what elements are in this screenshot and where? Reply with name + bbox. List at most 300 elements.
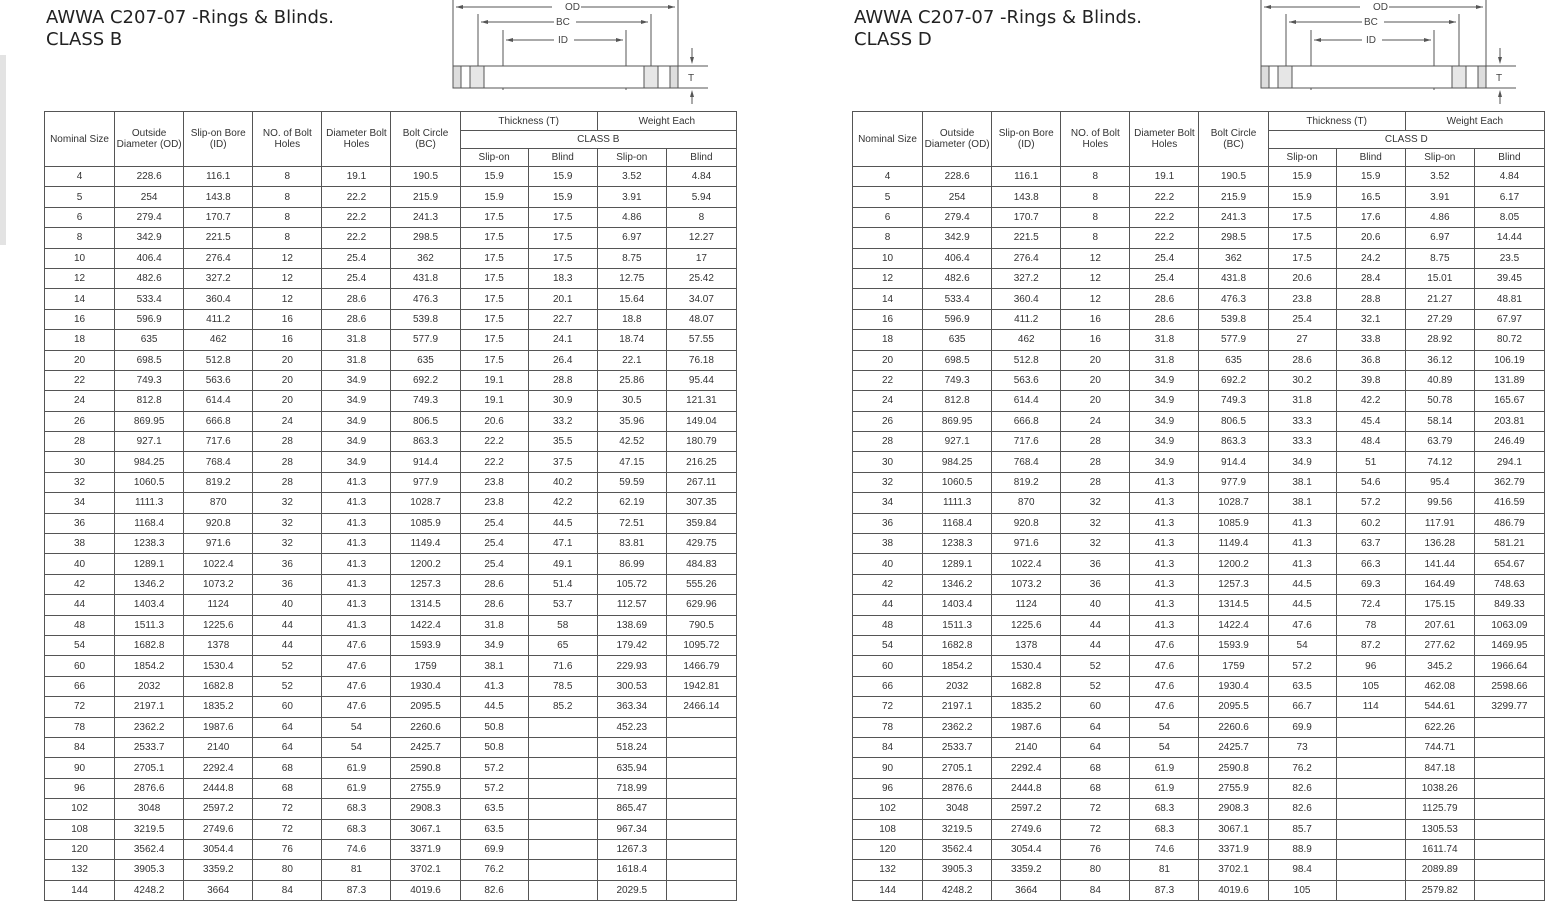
cell-bolt-holes: 8 (253, 228, 322, 248)
table-row (45, 167, 737, 187)
col-nominal-size: Nominal Size (853, 112, 923, 167)
cell-hole-diameter: 34.9 (1130, 432, 1199, 452)
cell-bolt-holes: 28 (1061, 452, 1130, 472)
cell-bolt-circle: 3371.9 (1199, 839, 1268, 859)
cell-bolt-holes: 60 (253, 697, 322, 717)
cell-bolt-holes: 8 (253, 187, 322, 207)
cell-slipon-bore: 2749.6 (184, 819, 253, 839)
cell-weight-slipon: 59.59 (597, 472, 666, 492)
cell-bolt-holes: 72 (253, 819, 322, 839)
table-row (45, 758, 737, 778)
cell-weight-slipon: 25.86 (597, 370, 666, 390)
cell-slipon-bore: 3054.4 (992, 839, 1061, 859)
cell-bolt-circle: 2755.9 (1199, 778, 1268, 798)
cell-outside-diameter: 4248.2 (115, 880, 184, 900)
cell-nominal-size: 144 (853, 880, 923, 900)
cell-weight-blind: 654.67 (1474, 554, 1544, 574)
cell-thickness-blind: 20.1 (528, 289, 597, 309)
cell-nominal-size: 18 (45, 330, 115, 350)
cell-nominal-size: 28 (45, 432, 115, 452)
cell-nominal-size: 108 (45, 819, 115, 839)
col-bolt-circle: Bolt Circle (BC) (391, 112, 460, 167)
cell-thickness-blind: 33.2 (528, 411, 597, 431)
cell-thickness-blind (1336, 778, 1405, 798)
cell-weight-slipon: 2029.5 (597, 880, 666, 900)
cell-weight-blind: 25.42 (666, 268, 736, 288)
cell-slipon-bore: 819.2 (992, 472, 1061, 492)
cell-thickness-slipon: 73 (1268, 737, 1336, 757)
cell-nominal-size: 54 (853, 635, 923, 655)
cell-weight-blind: 14.44 (1474, 228, 1544, 248)
cell-bolt-holes: 12 (253, 289, 322, 309)
cell-weight-slipon: 2579.82 (1405, 880, 1474, 900)
cell-weight-blind: 23.5 (1474, 248, 1544, 268)
cell-thickness-blind: 16.5 (1336, 187, 1405, 207)
table-row (45, 534, 737, 554)
class-d-title-line2: CLASS D (854, 29, 932, 50)
table-row (45, 574, 737, 594)
cell-thickness-slipon: 17.5 (460, 330, 528, 350)
cell-thickness-slipon: 22.2 (460, 452, 528, 472)
cell-outside-diameter: 869.95 (115, 411, 184, 431)
cell-nominal-size: 40 (45, 554, 115, 574)
cell-outside-diameter: 3219.5 (923, 819, 992, 839)
cell-outside-diameter: 2876.6 (115, 778, 184, 798)
table-row (853, 880, 1545, 900)
cell-thickness-slipon: 57.2 (1268, 656, 1336, 676)
cell-weight-blind: 555.26 (666, 574, 736, 594)
cell-nominal-size: 22 (853, 370, 923, 390)
cell-weight-blind (666, 799, 736, 819)
cell-slipon-bore: 360.4 (184, 289, 253, 309)
t-label: T (688, 73, 695, 84)
cell-hole-diameter: 68.3 (322, 799, 391, 819)
cell-slipon-bore: 666.8 (992, 411, 1061, 431)
cell-thickness-slipon: 63.5 (460, 819, 528, 839)
cell-bolt-holes: 8 (253, 167, 322, 187)
cell-bolt-holes: 28 (253, 452, 322, 472)
table-row (853, 187, 1545, 207)
cell-slipon-bore: 2444.8 (992, 778, 1061, 798)
cell-thickness-slipon: 69.9 (1268, 717, 1336, 737)
cell-hole-diameter: 31.8 (1130, 330, 1199, 350)
cell-hole-diameter: 54 (322, 717, 391, 737)
table-row (853, 228, 1545, 248)
cell-slipon-bore: 2749.6 (992, 819, 1061, 839)
cell-weight-blind: 131.89 (1474, 370, 1544, 390)
cell-thickness-slipon: 47.6 (1268, 615, 1336, 635)
cell-slipon-bore: 411.2 (992, 309, 1061, 329)
cell-bolt-circle: 1422.4 (1199, 615, 1268, 635)
table-row (45, 493, 737, 513)
col-thickness: Thickness (T) (460, 112, 597, 131)
cell-bolt-circle: 914.4 (1199, 452, 1268, 472)
table-row (45, 656, 737, 676)
cell-outside-diameter: 228.6 (923, 167, 992, 187)
col-blind-thickness: Blind (528, 149, 597, 167)
cell-thickness-slipon: 34.9 (1268, 452, 1336, 472)
cell-weight-blind: 484.83 (666, 554, 736, 574)
cell-hole-diameter: 28.6 (322, 289, 391, 309)
cell-nominal-size: 10 (45, 248, 115, 268)
col-slipon-thickness: Slip-on (460, 149, 528, 167)
cell-thickness-slipon: 44.5 (460, 697, 528, 717)
cell-weight-blind: 581.21 (1474, 534, 1544, 554)
cell-thickness-slipon: 25.4 (460, 534, 528, 554)
cell-slipon-bore: 1682.8 (184, 676, 253, 696)
cell-nominal-size: 34 (45, 493, 115, 513)
cell-thickness-slipon: 17.5 (460, 248, 528, 268)
cell-outside-diameter: 1403.4 (923, 595, 992, 615)
cell-bolt-holes: 52 (1061, 676, 1130, 696)
table-row (45, 472, 737, 492)
cell-weight-blind: 359.84 (666, 513, 736, 533)
cell-slipon-bore: 614.4 (184, 391, 253, 411)
cell-weight-blind: 4.84 (666, 167, 736, 187)
cell-outside-diameter: 1111.3 (115, 493, 184, 513)
cell-weight-blind (666, 758, 736, 778)
flange-diagram (448, 0, 738, 108)
cell-hole-diameter: 41.3 (1130, 574, 1199, 594)
cell-weight-slipon: 1305.53 (1405, 819, 1474, 839)
cell-slipon-bore: 170.7 (992, 207, 1061, 227)
cell-weight-slipon: 4.86 (597, 207, 666, 227)
cell-slipon-bore: 3664 (184, 880, 253, 900)
cell-thickness-blind (1336, 880, 1405, 900)
cell-bolt-holes: 68 (253, 778, 322, 798)
col-hole-diameter: Diameter Bolt Holes (322, 112, 391, 167)
cell-thickness-blind: 96 (1336, 656, 1405, 676)
table-row (45, 880, 737, 900)
cell-hole-diameter: 19.1 (1130, 167, 1199, 187)
cell-thickness-blind: 53.7 (528, 595, 597, 615)
cell-slipon-bore: 971.6 (184, 534, 253, 554)
cell-thickness-slipon: 19.1 (460, 370, 528, 390)
cell-outside-diameter: 406.4 (923, 248, 992, 268)
cell-nominal-size: 30 (853, 452, 923, 472)
cell-nominal-size: 6 (45, 207, 115, 227)
cell-bolt-circle: 1085.9 (391, 513, 460, 533)
cell-thickness-blind (1336, 737, 1405, 757)
cell-thickness-blind: 28.8 (528, 370, 597, 390)
cell-hole-diameter: 31.8 (322, 330, 391, 350)
cell-weight-blind: 203.81 (1474, 411, 1544, 431)
cell-thickness-blind: 44.5 (528, 513, 597, 533)
cell-weight-slipon: 3.91 (597, 187, 666, 207)
cell-bolt-circle: 3702.1 (1199, 860, 1268, 880)
cell-weight-blind: 629.96 (666, 595, 736, 615)
cell-bolt-holes: 16 (1061, 330, 1130, 350)
cell-thickness-slipon: 69.9 (460, 839, 528, 859)
cell-weight-blind: 3299.77 (1474, 697, 1544, 717)
cell-slipon-bore: 1073.2 (184, 574, 253, 594)
cell-weight-slipon: 72.51 (597, 513, 666, 533)
col-slipon-thickness: Slip-on (1268, 149, 1336, 167)
cell-bolt-circle: 2260.6 (391, 717, 460, 737)
table-row (45, 309, 737, 329)
cell-thickness-blind: 40.2 (528, 472, 597, 492)
cell-weight-slipon: 462.08 (1405, 676, 1474, 696)
cell-slipon-bore: 1022.4 (992, 554, 1061, 574)
cell-outside-diameter: 533.4 (115, 289, 184, 309)
cell-slipon-bore: 1530.4 (184, 656, 253, 676)
cell-outside-diameter: 2876.6 (923, 778, 992, 798)
cell-weight-slipon: 6.97 (597, 228, 666, 248)
cell-thickness-slipon: 63.5 (1268, 676, 1336, 696)
cell-hole-diameter: 34.9 (1130, 411, 1199, 431)
cell-hole-diameter: 61.9 (322, 758, 391, 778)
cell-hole-diameter: 54 (322, 737, 391, 757)
cell-thickness-blind: 48.4 (1336, 432, 1405, 452)
table-row (853, 248, 1545, 268)
cell-weight-blind: 267.11 (666, 472, 736, 492)
cell-slipon-bore: 1378 (992, 635, 1061, 655)
cell-weight-slipon: 99.56 (1405, 493, 1474, 513)
table-row (853, 860, 1545, 880)
cell-nominal-size: 22 (45, 370, 115, 390)
class-b-table-body (45, 167, 737, 901)
cell-bolt-circle: 977.9 (1199, 472, 1268, 492)
cell-thickness-blind: 33.8 (1336, 330, 1405, 350)
cell-slipon-bore: 411.2 (184, 309, 253, 329)
table-row (45, 513, 737, 533)
table-row (45, 717, 737, 737)
cell-weight-slipon: 179.42 (597, 635, 666, 655)
cell-outside-diameter: 254 (923, 187, 992, 207)
cell-bolt-circle: 2908.3 (1199, 799, 1268, 819)
cell-outside-diameter: 254 (115, 187, 184, 207)
cell-hole-diameter: 34.9 (322, 370, 391, 390)
cell-nominal-size: 132 (853, 860, 923, 880)
cell-thickness-slipon: 28.6 (1268, 350, 1336, 370)
cell-bolt-circle: 476.3 (1199, 289, 1268, 309)
cell-slipon-bore: 614.4 (992, 391, 1061, 411)
cell-hole-diameter: 47.6 (1130, 697, 1199, 717)
flange-diagram (1256, 0, 1546, 108)
col-slipon-bore: Slip-on Bore (ID) (184, 112, 253, 167)
table-row (45, 350, 737, 370)
cell-weight-slipon: 21.27 (1405, 289, 1474, 309)
cell-thickness-slipon: 15.9 (1268, 187, 1336, 207)
cell-thickness-blind: 15.9 (528, 187, 597, 207)
cell-hole-diameter: 41.3 (322, 595, 391, 615)
cell-hole-diameter: 87.3 (1130, 880, 1199, 900)
cell-bolt-circle: 190.5 (391, 167, 460, 187)
cell-bolt-circle: 1028.7 (391, 493, 460, 513)
table-row (853, 452, 1545, 472)
cell-outside-diameter: 3905.3 (923, 860, 992, 880)
cell-weight-blind (666, 778, 736, 798)
cell-weight-blind (666, 717, 736, 737)
cell-slipon-bore: 512.8 (184, 350, 253, 370)
cell-weight-slipon: 622.26 (1405, 717, 1474, 737)
cell-weight-slipon: 8.75 (1405, 248, 1474, 268)
cell-slipon-bore: 462 (184, 330, 253, 350)
cell-nominal-size: 44 (45, 595, 115, 615)
table-row (853, 534, 1545, 554)
cell-slipon-bore: 3359.2 (992, 860, 1061, 880)
cell-thickness-slipon: 17.5 (1268, 207, 1336, 227)
cell-thickness-slipon: 50.8 (460, 717, 528, 737)
cell-bolt-holes: 36 (253, 554, 322, 574)
cell-thickness-slipon: 41.3 (1268, 554, 1336, 574)
cell-bolt-holes: 8 (1061, 187, 1130, 207)
cell-thickness-slipon: 23.8 (460, 493, 528, 513)
cell-slipon-bore: 2292.4 (992, 758, 1061, 778)
cell-bolt-circle: 692.2 (391, 370, 460, 390)
cell-hole-diameter: 25.4 (1130, 268, 1199, 288)
cell-weight-slipon: 40.89 (1405, 370, 1474, 390)
cell-weight-slipon: 2089.89 (1405, 860, 1474, 880)
cell-thickness-blind: 32.1 (1336, 309, 1405, 329)
cell-slipon-bore: 1835.2 (992, 697, 1061, 717)
cell-outside-diameter: 1289.1 (923, 554, 992, 574)
table-row (45, 615, 737, 635)
cell-weight-slipon: 58.14 (1405, 411, 1474, 431)
cell-hole-diameter: 61.9 (1130, 758, 1199, 778)
cell-thickness-blind: 36.8 (1336, 350, 1405, 370)
cell-thickness-slipon: 34.9 (460, 635, 528, 655)
cell-bolt-circle: 3067.1 (391, 819, 460, 839)
col-slipon-bore: Slip-on Bore (ID) (992, 112, 1061, 167)
cell-weight-blind (1474, 737, 1544, 757)
cell-thickness-slipon: 19.1 (460, 391, 528, 411)
cell-nominal-size: 6 (853, 207, 923, 227)
col-bolt-holes: NO. of Bolt Holes (253, 112, 322, 167)
cell-slipon-bore: 1987.6 (184, 717, 253, 737)
cell-slipon-bore: 920.8 (184, 513, 253, 533)
col-outside-diameter: Outside Diameter (OD) (923, 112, 992, 167)
table-row (853, 778, 1545, 798)
cell-thickness-slipon: 41.3 (460, 676, 528, 696)
cell-weight-blind: 790.5 (666, 615, 736, 635)
cell-weight-slipon: 112.57 (597, 595, 666, 615)
cell-bolt-holes: 12 (1061, 248, 1130, 268)
cell-weight-slipon: 300.53 (597, 676, 666, 696)
cell-bolt-circle: 2755.9 (391, 778, 460, 798)
class-label: CLASS B (460, 131, 736, 149)
cell-outside-diameter: 1238.3 (923, 534, 992, 554)
cell-weight-slipon: 452.23 (597, 717, 666, 737)
cell-bolt-circle: 241.3 (391, 207, 460, 227)
cell-weight-blind (1474, 819, 1544, 839)
cell-slipon-bore: 221.5 (992, 228, 1061, 248)
cell-thickness-blind: 69.3 (1336, 574, 1405, 594)
cell-slipon-bore: 512.8 (992, 350, 1061, 370)
cell-thickness-slipon: 33.3 (1268, 411, 1336, 431)
cell-outside-diameter: 342.9 (115, 228, 184, 248)
cell-outside-diameter: 749.3 (115, 370, 184, 390)
cell-bolt-holes: 36 (1061, 574, 1130, 594)
cell-nominal-size: 102 (45, 799, 115, 819)
cell-slipon-bore: 819.2 (184, 472, 253, 492)
cell-nominal-size: 40 (853, 554, 923, 574)
cell-slipon-bore: 1124 (184, 595, 253, 615)
cell-weight-slipon: 47.15 (597, 452, 666, 472)
cell-weight-blind: 1942.81 (666, 676, 736, 696)
cell-thickness-blind: 58 (528, 615, 597, 635)
cell-nominal-size: 144 (45, 880, 115, 900)
cell-thickness-blind: 71.6 (528, 656, 597, 676)
cell-weight-slipon: 30.5 (597, 391, 666, 411)
table-row (45, 228, 737, 248)
class-d-title-line1: AWWA C207-07 -Rings & Blinds. (854, 7, 1142, 28)
cell-bolt-holes: 32 (253, 493, 322, 513)
cell-bolt-holes: 28 (1061, 432, 1130, 452)
cell-weight-blind: 12.27 (666, 228, 736, 248)
table-row (45, 778, 737, 798)
cell-thickness-slipon: 20.6 (1268, 268, 1336, 288)
cell-thickness-slipon: 57.2 (460, 758, 528, 778)
cell-bolt-holes: 80 (1061, 860, 1130, 880)
cell-nominal-size: 120 (45, 839, 115, 859)
cell-thickness-slipon: 38.1 (1268, 472, 1336, 492)
cell-outside-diameter: 228.6 (115, 167, 184, 187)
cell-thickness-slipon: 85.7 (1268, 819, 1336, 839)
cell-bolt-holes: 28 (1061, 472, 1130, 492)
cell-outside-diameter: 2533.7 (923, 737, 992, 757)
cell-weight-blind (666, 880, 736, 900)
cell-weight-blind: 17 (666, 248, 736, 268)
cell-hole-diameter: 61.9 (322, 778, 391, 798)
table-row (45, 432, 737, 452)
col-thickness: Thickness (T) (1268, 112, 1405, 131)
cell-bolt-holes: 84 (253, 880, 322, 900)
cell-outside-diameter: 2362.2 (923, 717, 992, 737)
table-row (853, 411, 1545, 431)
cell-weight-slipon: 175.15 (1405, 595, 1474, 615)
cell-weight-blind (666, 819, 736, 839)
cell-weight-slipon: 3.91 (1405, 187, 1474, 207)
cell-hole-diameter: 41.3 (322, 615, 391, 635)
cell-nominal-size: 60 (853, 656, 923, 676)
cell-weight-slipon: 744.71 (1405, 737, 1474, 757)
cell-thickness-slipon: 38.1 (460, 656, 528, 676)
cell-outside-diameter: 1060.5 (115, 472, 184, 492)
cell-bolt-circle: 3702.1 (391, 860, 460, 880)
cell-weight-slipon: 86.99 (597, 554, 666, 574)
cell-nominal-size: 18 (853, 330, 923, 350)
cell-weight-slipon: 35.96 (597, 411, 666, 431)
cell-thickness-blind: 24.2 (1336, 248, 1405, 268)
cell-bolt-holes: 16 (253, 330, 322, 350)
cell-bolt-circle: 431.8 (1199, 268, 1268, 288)
cell-thickness-slipon: 28.6 (460, 574, 528, 594)
cell-thickness-slipon: 50.8 (460, 737, 528, 757)
cell-hole-diameter: 28.6 (322, 309, 391, 329)
cell-weight-slipon: 83.81 (597, 534, 666, 554)
cell-weight-blind (1474, 880, 1544, 900)
od-label: OD (1373, 2, 1388, 13)
cell-weight-blind (666, 839, 736, 859)
cell-hole-diameter: 41.3 (322, 472, 391, 492)
cell-thickness-blind: 72.4 (1336, 595, 1405, 615)
cell-thickness-blind: 39.8 (1336, 370, 1405, 390)
cell-thickness-blind (528, 860, 597, 880)
cell-hole-diameter: 47.6 (322, 676, 391, 696)
cell-bolt-holes: 52 (253, 676, 322, 696)
cell-slipon-bore: 2292.4 (184, 758, 253, 778)
class-b-title (46, 7, 334, 51)
table-row (45, 737, 737, 757)
cell-nominal-size: 60 (45, 656, 115, 676)
cell-nominal-size: 24 (45, 391, 115, 411)
cell-hole-diameter: 41.3 (1130, 472, 1199, 492)
cell-slipon-bore: 717.6 (992, 432, 1061, 452)
cell-hole-diameter: 22.2 (1130, 207, 1199, 227)
cell-bolt-holes: 44 (253, 635, 322, 655)
cell-outside-diameter: 1346.2 (923, 574, 992, 594)
